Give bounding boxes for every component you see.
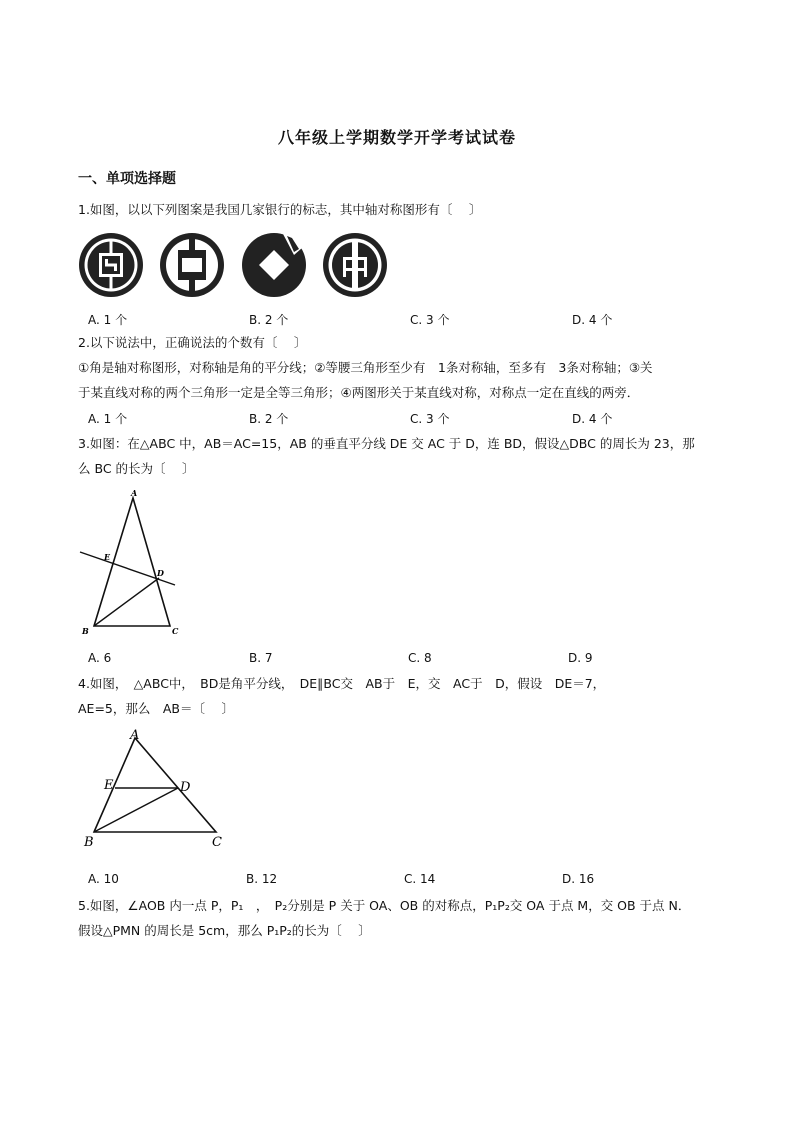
- q4-option-d: D. 16: [562, 872, 595, 886]
- label-d: D: [180, 780, 191, 795]
- q3-option-d: D. 9: [568, 651, 593, 665]
- question-5-stem-line-2: 假设△PMN 的周长是 5cm，那么 P₁P₂的长为〔 〕: [78, 923, 371, 938]
- page-title: 八年级上学期数学开学考试试卷: [277, 128, 516, 147]
- label-b: B: [84, 835, 94, 850]
- question-2-statement-line-2: 于某直线对称的两个三角形一定是全等三角形；④两图形关于某直线对称，对称点一定在直线的两旁．: [78, 385, 640, 400]
- q2-option-d: D. 4 个: [572, 412, 613, 426]
- section-heading: 一、单项选择题: [78, 171, 176, 187]
- q4-triangle-figure: [80, 726, 230, 856]
- label-a: A: [130, 728, 140, 743]
- q2-option-b: B. 2 个: [249, 412, 289, 426]
- q2-option-c: C. 3 个: [410, 412, 450, 426]
- question-4-stem-line-2: AE=5，那么 AB＝〔 〕: [78, 701, 234, 716]
- label-e: E: [104, 778, 114, 793]
- q1-option-a: A. 1 个: [88, 313, 128, 327]
- q1-option-d: D. 4 个: [572, 313, 613, 327]
- segment-bd: [94, 578, 159, 626]
- question-5-stem-line-1: 5.如图，∠AOB 内一点 P，P₁ ， P₂分别是 P 关于 OA、OB 的对称点，P₁P₂交 OA 于点 M，交 OB 于点 N．: [78, 898, 691, 913]
- triangle-abc: [94, 498, 170, 626]
- label-a: A: [131, 488, 138, 498]
- agricultural-bank-logo: [323, 233, 387, 297]
- q3-option-c: C. 8: [408, 651, 432, 665]
- q2-option-a: A. 1 个: [88, 412, 128, 426]
- label-e: E: [104, 552, 111, 562]
- question-4-stem-line-1: 4.如图， △ABC中， BD是角平分线， DE∥BC交 AB于 E，交 AC于 D，假设 DE＝7，: [78, 676, 606, 691]
- question-2-statement-line-1: ①角是轴对称图形，对称轴是角的平分线；②等腰三角形至少有 1条对称轴，至多有 3条对称轴；③关: [78, 360, 653, 375]
- label-c: C: [212, 835, 222, 850]
- bank-of-communications-logo: [160, 233, 224, 297]
- question-2-stem: 2.以下说法中，正确说法的个数有〔 〕: [78, 335, 307, 350]
- q3-option-b: B. 7: [249, 651, 273, 665]
- ccb-logo: [242, 232, 306, 297]
- q4-option-c: C. 14: [404, 872, 436, 886]
- q4-option-b: B. 12: [246, 872, 278, 886]
- segment-bd: [94, 788, 178, 832]
- question-3-stem-line-2: 么 BC 的长为〔 〕: [78, 461, 195, 476]
- q1-option-b: B. 2 个: [249, 313, 289, 327]
- q3-option-a: A. 6: [88, 651, 112, 665]
- question-3-stem-line-1: 3.如图：在△ABC 中，AB＝AC=15，AB 的垂直平分线 DE 交 AC 于 D，连 BD，假设△DBC 的周长为 23，那: [78, 436, 695, 451]
- q1-option-c: C. 3 个: [410, 313, 450, 327]
- question-1-stem: 1.如图，以以下列图案是我国几家银行的标志，其中轴对称图形有〔 〕: [78, 202, 482, 217]
- bank-logos: [76, 230, 396, 302]
- label-c: C: [172, 626, 179, 636]
- q3-triangle-figure: [76, 488, 186, 638]
- label-b: B: [82, 626, 89, 636]
- q4-option-a: A. 10: [88, 872, 119, 886]
- icbc-logo: [79, 233, 143, 297]
- label-d: D: [157, 568, 164, 578]
